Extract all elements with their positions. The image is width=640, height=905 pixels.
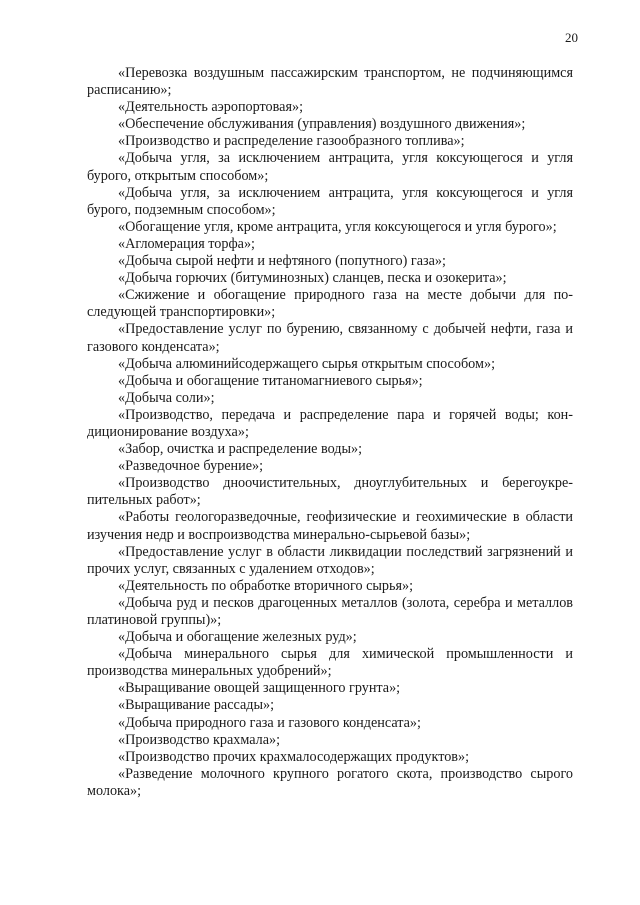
list-item: «Добыча и обогащение железных руд»; — [118, 629, 357, 646]
page-number: 20 — [565, 30, 578, 45]
list-item: «Предоставление услуг по бурению, связанному с добычей нефти, газа и газового конденсата»; — [87, 321, 573, 355]
list-item: «Деятельность аэропортовая»; — [118, 99, 304, 116]
list-item: «Обогащение угля, кроме антрацита, угля коксующегося и угля бурого»; — [118, 218, 557, 235]
list-item: «Агломерация торфа»; — [118, 235, 255, 252]
list-item: «Сжижение и обогащение природного газа на месте добычи для последующей транспортировки»; — [87, 287, 573, 321]
list-item: «Добыча горючих (битуминозных) сланцев, песка и озокерита»; — [118, 270, 507, 287]
list-item: «Добыча и обогащение титаномагниевого сырья»; — [118, 372, 423, 389]
list-item: «Работы геологоразведочные, геофизические и геохимические в области изучения недр и воспроизводства минерально-сырьевой базы»; — [87, 509, 573, 543]
list-item: «Разведение молочного крупного рогатого скота, производство сырого молока»; — [87, 765, 573, 799]
list-item: «Добыча угля, за исключением антрацита, угля коксующегося и угля бурого, подземным способом»; — [87, 184, 573, 218]
list-item: «Производство крахмала»; — [118, 731, 281, 748]
list-item: «Выращивание овощей защищенного грунта»; — [118, 680, 401, 697]
list-item: «Деятельность по обработке вторичного сырья»; — [118, 577, 414, 594]
list-item: «Перевозка воздушным пассажирским транспортом, не подчиняющимся расписанию»; — [87, 65, 573, 99]
list-item: «Добыча алюминийсодержащего сырья открытым способом»; — [118, 355, 496, 372]
list-item: «Производство, передача и распределение пара и горячей воды; кондиционирование воздуха»; — [87, 406, 573, 440]
list-item: «Разведочное бурение»; — [118, 458, 264, 475]
list-item: «Добыча соли»; — [118, 389, 215, 406]
list-item: «Предоставление услуг в области ликвидации последствий загрязнений и прочих услуг, связанных с удалением отходов»; — [87, 543, 573, 577]
list-item: «Производство прочих крахмалосодержащих продуктов»; — [118, 748, 470, 765]
list-item: «Забор, очистка и распределение воды»; — [118, 441, 363, 458]
list-item: «Добыча природного газа и газового конденсата»; — [118, 714, 421, 731]
list-item: «Добыча сырой нефти и нефтяного (попутного) газа»; — [118, 253, 446, 270]
list-item: «Добыча руд и песков драгоценных металлов (золота, серебра и металлов платиновой группы)»; — [87, 594, 573, 628]
list-item: «Обеспечение обслуживания (управления) воздушного движения»; — [118, 116, 526, 133]
list-item: «Производство дноочистительных, дноуглубительных и берегоукрепительных работ»; — [87, 475, 573, 509]
list-item: «Производство и распределение газообразного топлива»; — [118, 133, 465, 150]
list-item: «Выращивание рассады»; — [118, 697, 275, 714]
document-body — [87, 65, 573, 800]
list-item: «Добыча минерального сырья для химической промышленности и производства минеральных удобрений»; — [87, 646, 573, 680]
list-item: «Добыча угля, за исключением антрацита, угля коксующегося и угля бурого, открытым способом»; — [87, 150, 573, 184]
